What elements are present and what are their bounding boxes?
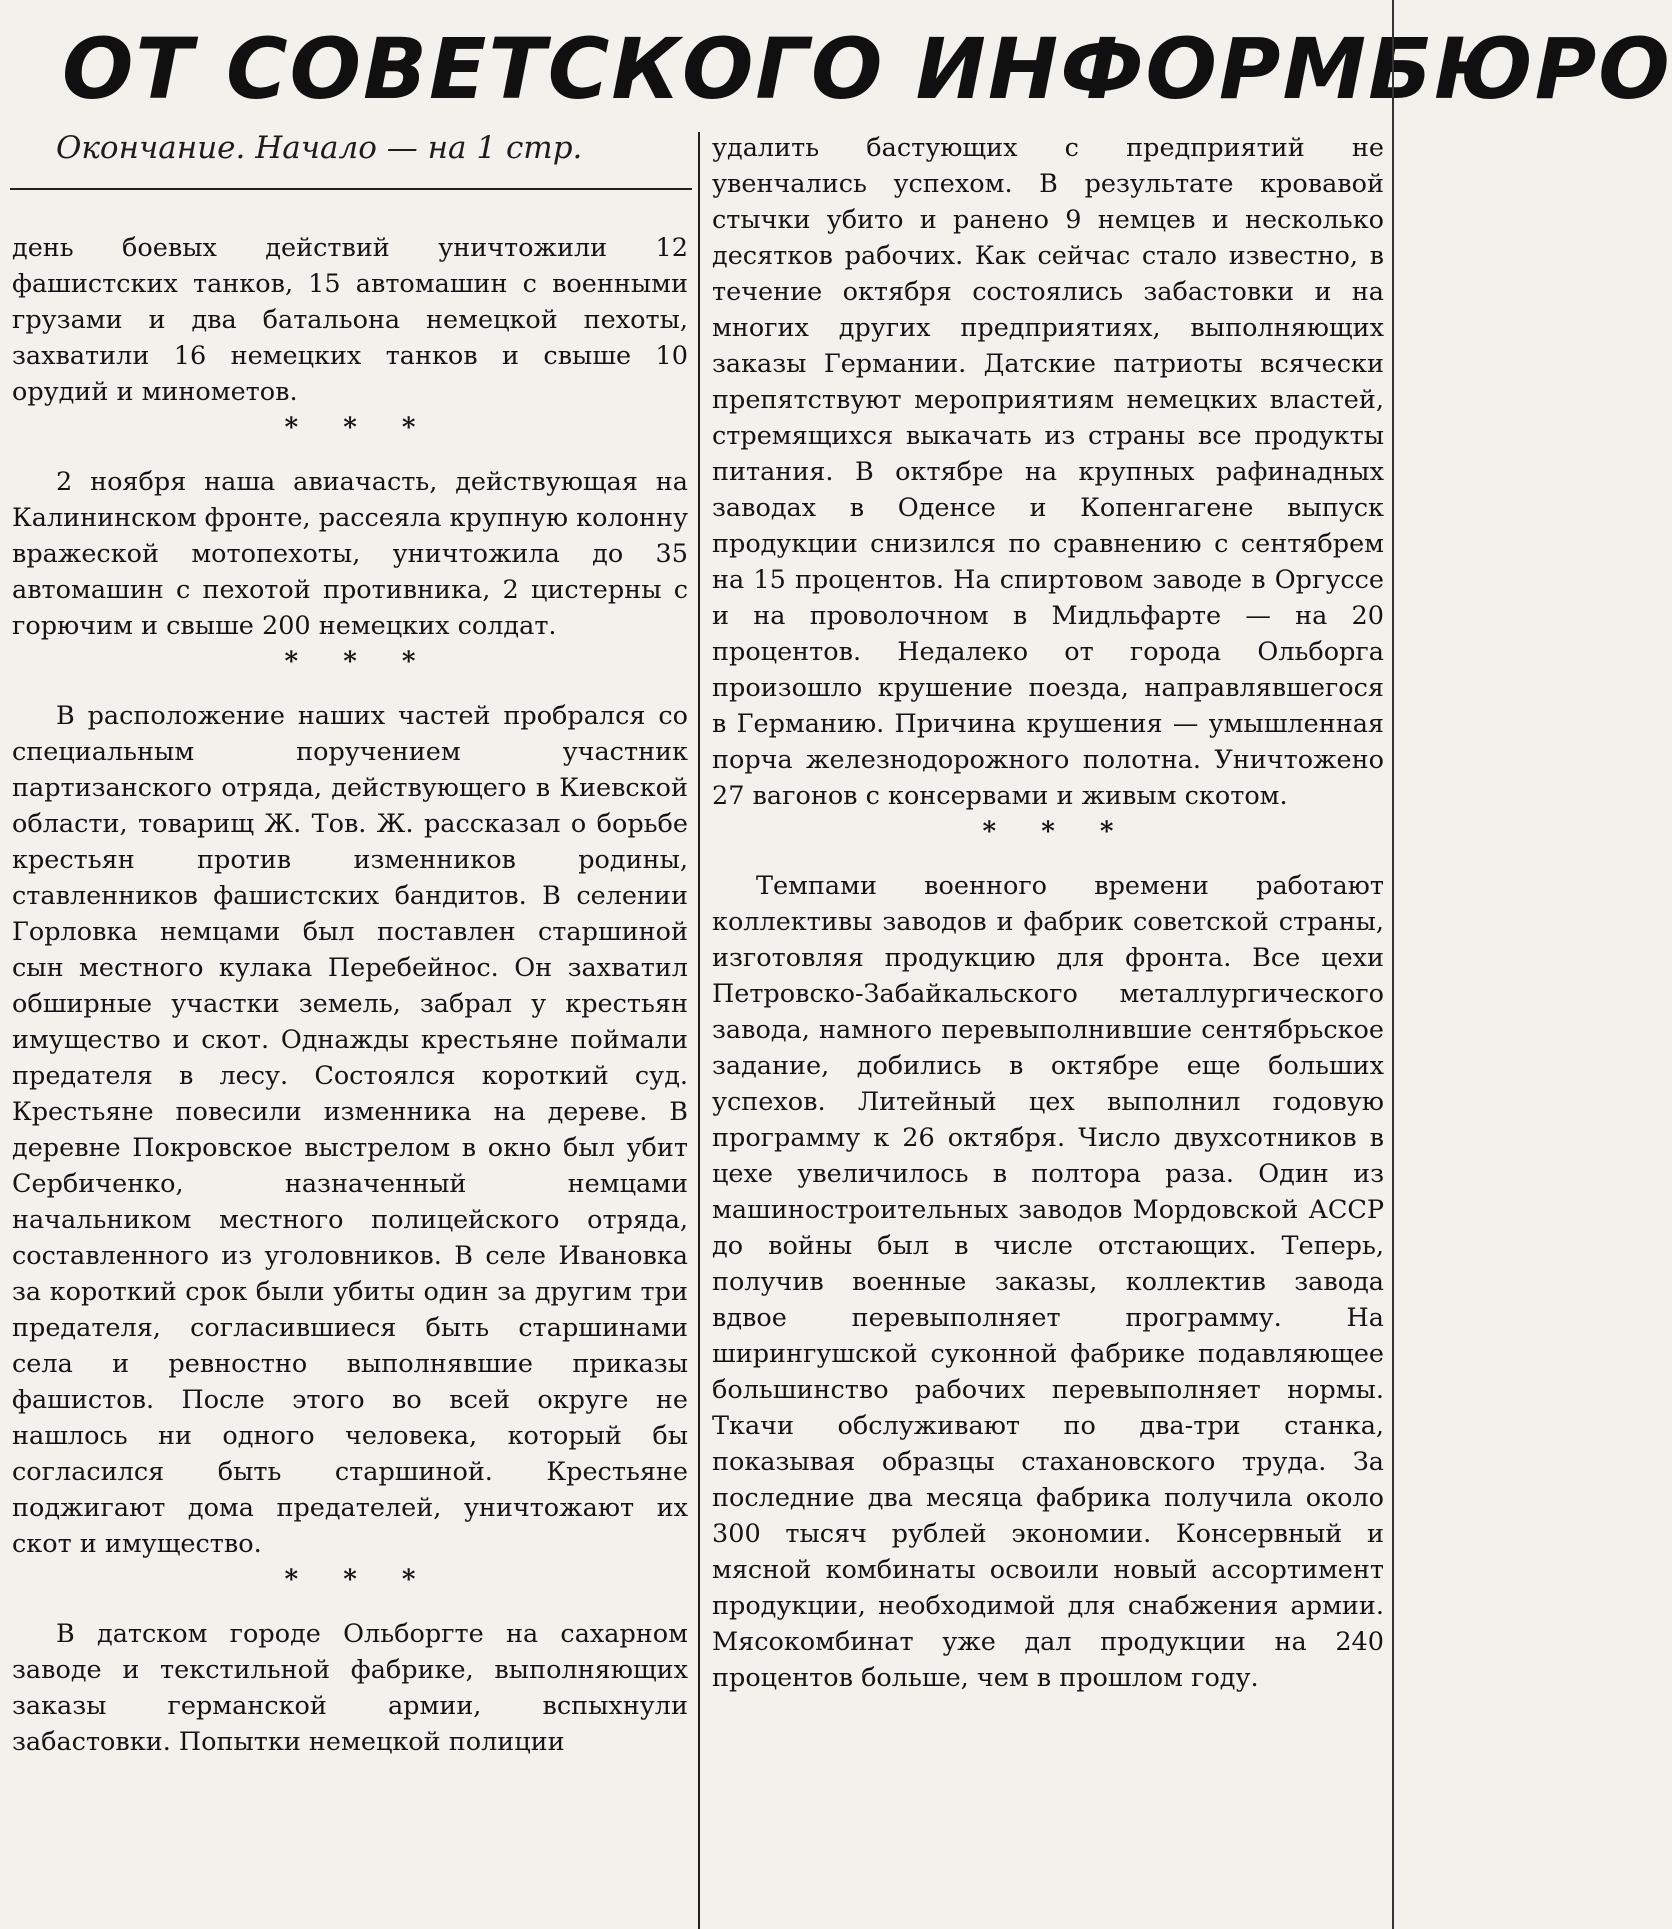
page-edge-rule <box>1392 0 1394 1929</box>
continuation-note: Окончание. Начало — на 1 стр. <box>56 130 583 166</box>
paragraph-denmark-strikes: В датском городе Ольборгте на сахарном заводе и текстильной фабрике, выполняющих заказы германской армии, вспыхнули забастовки. Попытки немецкой полиции <box>12 1619 688 1757</box>
separator-stars: * * * <box>982 817 1132 847</box>
paragraph-partisans: В расположение наших частей пробрался со специальным поручением участник партизанского отряда, действующего в Киевской области, товарищ Ж. Тов. Ж. рассказал о борьбе крестьян против изменников родины, ставленников фашистских бандитов. В селении Горловка немцами был поставлен старшиной сын местного кулака Перебейнос. Он захватил обширные участки земель, забрал у крестьян имущество и скот. Однажды крестьяне поймали предателя в лесу. Состоялся короткий суд. Крестьяне повесили изменника на дереве. В деревне Покровское выстрелом в окно был убит Сербиченко, назначенный немцами начальником местного полицейского отряда, составленного из уголовников. В селе Ивановка за короткий срок были убиты один за другим три предателя, согласившиеся быть старшинами села и ревностно выполнявшие приказы фашистов. После этого во всей округе не нашлось ни одного человека, который бы согласился быть старшиной. Крестьяне поджигают дома предателей, уничтожают их скот и имущество. <box>12 701 688 1559</box>
header-rule <box>10 188 692 190</box>
separator-stars: * * * <box>284 413 434 443</box>
separator-stars: * * * <box>284 1565 434 1595</box>
paragraph-continuation: день боевых действий уничтожили 12 фашистских танков, 15 автомашин с военными грузами и два батальона немецкой пехоты, захватили 16 немецких танков и свыше 10 орудий и минометов. <box>12 233 688 407</box>
right-column <box>712 130 1384 1696</box>
separator-stars: * * * <box>284 647 434 677</box>
paragraph-aviation: 2 ноября наша авиачасть, действующая на Калининском фронте, рассеяла крупную колонну вражеской мотопехоты, уничтожила до 35 автомашин с пехотой противника, 2 цистерны с горючим и свыше 200 немецких солдат. <box>12 467 688 641</box>
column-divider <box>698 132 700 1929</box>
left-column <box>12 230 688 1760</box>
paragraph-denmark-continued: удалить бастующих с предприятий не увенчались успехом. В результате кровавой стычки убито и ранено 9 немцев и несколько десятков рабочих. Как сейчас стало известно, в течение октября состоялись забастовки и на многих других предприятиях, выполняющих заказы Германии. Датские патриоты всячески препятствуют мероприятиям немецких властей, стремящихся выкачать из страны все продукты питания. В октябре на крупных рафинадных заводах в Оденсе и Копенгагене выпуск продукции снизился по сравнению с сентябрем на 15 процентов. На спиртовом заводе в Оргуссе и на проволочном в Мидльфарте — на 20 процентов. Недалеко от города Ольборга произошло крушение поезда, направлявшегося в Германию. Причина крушения — умышленная порча железнодорожного полотна. Уничтожено 27 вагонов с консервами и живым скотом. <box>712 133 1384 811</box>
headline: ОТ СОВЕТСКОГО ИНФОРМБЮРО <box>62 20 1672 118</box>
paragraph-factories: Темпами военного времени работают коллективы заводов и фабрик советской страны, изготовляя продукцию для фронта. Все цехи Петровско-Забайкальского металлургического завода, намного перевыполнившие сентябрьское задание, добились в октябре еще больших успехов. Литейный цех выполнил годовую программу к 26 октября. Число двухсотников в цехе увеличилось в полтора раза. Один из машиностроительных заводов Мордовской АССР до войны был в числе отстающих. Теперь, получив военные заказы, коллектив завода вдвое перевыполняет программу. На ширингушской суконной фабрике подавляющее большинство рабочих перевыполняет нормы. Ткачи обслуживают по два-три станка, показывая образцы стахановского труда. За последние два месяца фабрика получила около 300 тысяч рублей экономии. Консервный и мясной комбинаты освоили новый ассортимент продукции, необходимой для снабжения армии. Мясокомбинат уже дал продукции на 240 процентов больше, чем в прошлом году. <box>712 871 1384 1693</box>
